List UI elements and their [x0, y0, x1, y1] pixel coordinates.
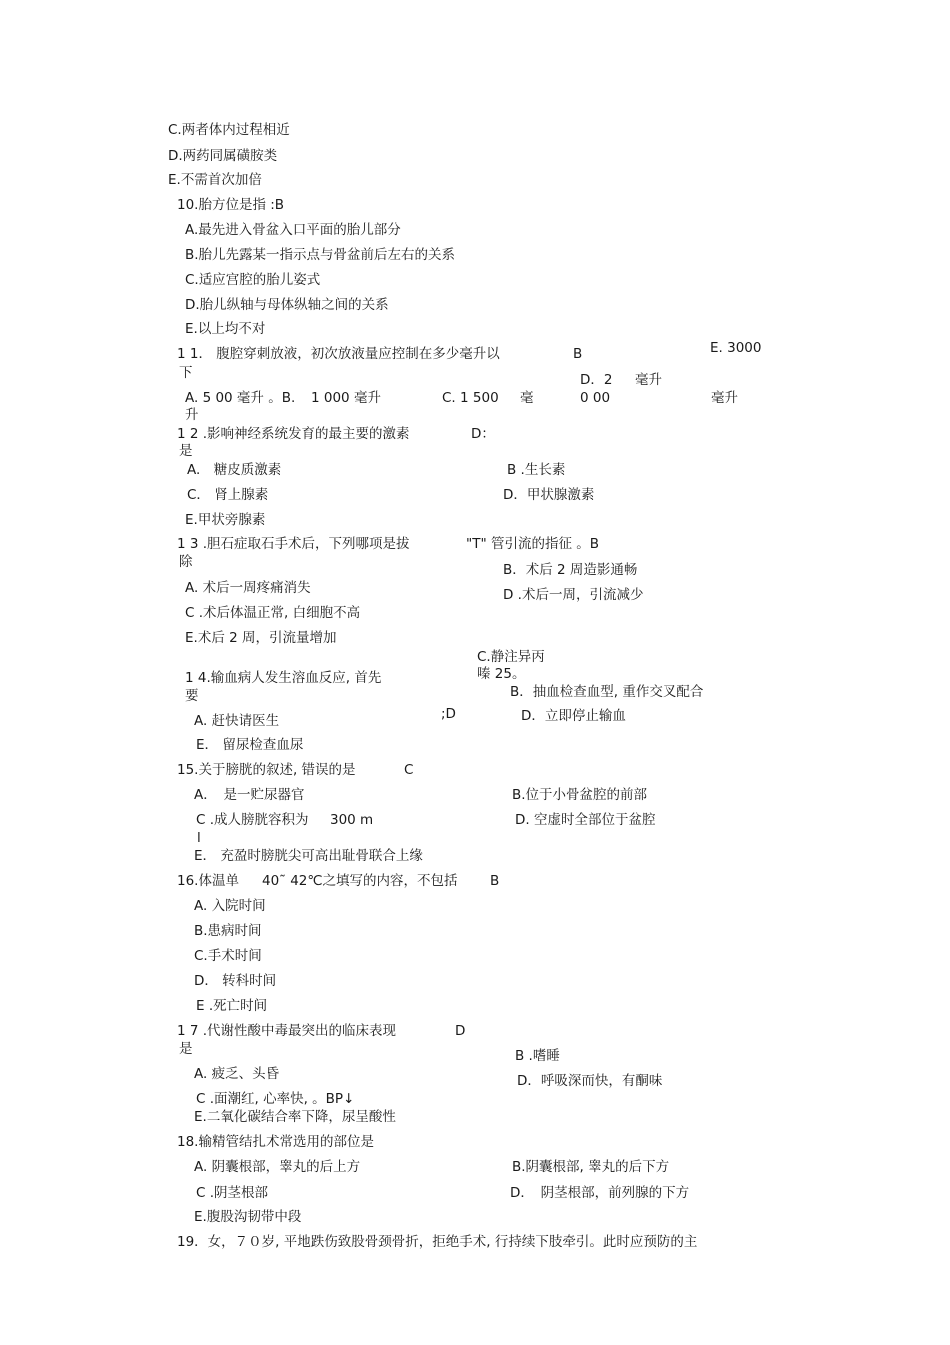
text-fragment: 毫升	[711, 390, 738, 406]
text-fragment: 1 000 毫升	[311, 390, 381, 406]
option-line: D. 空虚时全部位于盆腔	[515, 812, 656, 828]
answer-mark: B	[573, 346, 583, 362]
text-fragment: 升	[185, 407, 199, 423]
option-line: B．术后 2 周造影通畅	[503, 562, 638, 578]
option-line: A. 5 00 毫升 。B.	[185, 390, 296, 406]
answer-mark: D	[455, 1023, 466, 1039]
option-line: A.最先进入骨盆入口平面的胎儿部分	[185, 222, 401, 238]
option-line: E． 留尿检查血尿	[196, 737, 304, 753]
option-line: D．呼吸深而快，有酮味	[517, 1073, 663, 1089]
option-line: A. 阴囊根部，睾丸的后上方	[194, 1159, 361, 1175]
answer-mark: C	[404, 762, 414, 778]
option-line: B.阴囊根部, 睾丸的后下方	[512, 1159, 670, 1175]
option-line: E.甲状旁腺素	[185, 512, 266, 528]
option-line: D.胎儿纵轴与母体纵轴之间的关系	[185, 297, 389, 313]
text-line: D.两药同属磺胺类	[168, 148, 278, 164]
option-line: A. 赶快请医生	[194, 713, 280, 729]
answer-mark: B	[490, 873, 500, 889]
option-line: C .术后体温正常, 白细胞不高	[185, 605, 361, 621]
text-fragment: "T" 管引流的指征 。B	[466, 536, 600, 552]
option-line: D． 转科时间	[194, 973, 277, 989]
text-fragment: 下	[179, 365, 193, 381]
option-line: B .嗜睡	[515, 1048, 560, 1064]
option-line: D． 阴茎根部，前列腺的下方	[510, 1185, 690, 1201]
question-18: 18.输精管结扎术常选用的部位是	[177, 1134, 374, 1150]
option-line: E.术后 2 周，引流量增加	[185, 630, 337, 646]
text-fragment: 嗪 25。	[477, 666, 526, 682]
option-line: A. 疲乏、头昏	[194, 1066, 280, 1082]
option-line: D．立即停止输血	[521, 708, 626, 724]
option-line: C .阴茎根部	[196, 1185, 269, 1201]
text-fragment: E. 3000	[710, 340, 762, 356]
question-13: 1 3 .胆石症取石手术后，下列哪项是拔	[177, 536, 410, 552]
option-line: E． 充盈时膀胱尖可高出耻骨联合上缘	[194, 848, 423, 864]
question-15: 15.关于膀胱的叙述, 错误的是	[177, 762, 356, 778]
text-fragment: 是	[179, 443, 193, 459]
question-17: 1 7 .代谢性酸中毒最突出的临床表现	[177, 1023, 397, 1039]
option-line: E .死亡时间	[196, 998, 268, 1014]
option-line: A. 入院时间	[194, 898, 266, 914]
option-line: D .术后一周，引流减少	[503, 587, 644, 603]
text-fragment: 300 m	[330, 812, 374, 828]
option-line: B．抽血检查血型, 重作交叉配合	[510, 684, 704, 700]
text-line: E.不需首次加倍	[168, 172, 262, 188]
option-line: A. 糖皮质激素	[187, 462, 282, 478]
text-fragment: l	[197, 830, 201, 846]
text-fragment: 要	[185, 688, 199, 704]
option-line: C.手术时间	[194, 948, 262, 964]
option-line: D．甲状腺激素	[503, 487, 595, 503]
text-fragment: 是	[179, 1041, 193, 1057]
question-19: 19．女，７０岁, 平地跌伤致股骨颈骨折，拒绝手术, 行持续下肢牵引。此时应预防的主	[177, 1234, 698, 1250]
answer-mark: D：	[471, 426, 495, 442]
option-line: A． 是一贮尿器官	[194, 787, 305, 803]
option-line: B.胎儿先露某一指示点与骨盆前后左右的关系	[185, 247, 456, 263]
text-fragment: 毫	[520, 390, 534, 406]
option-line: B .生长素	[507, 462, 566, 478]
option-line: C． 肾上腺素	[187, 487, 269, 503]
question-10: 10.胎方位是指 :B	[177, 197, 285, 213]
text-fragment: C. 1 500	[442, 390, 499, 406]
option-line: E.二氧化碳结合率下降，尿呈酸性	[194, 1109, 396, 1125]
text-fragment: D．2	[580, 372, 613, 388]
option-line: B.位于小骨盆腔的前部	[512, 787, 648, 803]
text-fragment: 0 00	[580, 390, 611, 406]
text-line: C.两者体内过程相近	[168, 122, 290, 138]
option-line: C .成人膀胱容积为	[196, 812, 309, 828]
text-fragment: 除	[179, 554, 193, 570]
question-12: 1 2 .影响神经系统发育的最主要的激素	[177, 426, 410, 442]
option-line: B.患病时间	[194, 923, 262, 939]
option-line: C .面潮红, 心率快, 。BP↓	[196, 1091, 355, 1107]
option-line: A. 术后一周疼痛消失	[185, 580, 311, 596]
question-11: 1 1． 腹腔穿刺放液，初次放液量应控制在多少毫升以	[177, 346, 500, 362]
option-line: E.以上均不对	[185, 321, 266, 337]
question-14: 1 4.输血病人发生溶血反应, 首先	[185, 670, 382, 686]
text-fragment: 毫升	[635, 372, 662, 388]
option-line: C.适应宫腔的胎儿姿式	[185, 272, 321, 288]
text-fragment: 40˜ 42℃之填写的内容，不包括	[262, 873, 458, 889]
answer-mark: ;D	[441, 706, 456, 722]
option-line: E.腹股沟韧带中段	[194, 1209, 302, 1225]
text-fragment: C.静注异丙	[477, 649, 545, 665]
question-16: 16.体温单	[177, 873, 239, 889]
